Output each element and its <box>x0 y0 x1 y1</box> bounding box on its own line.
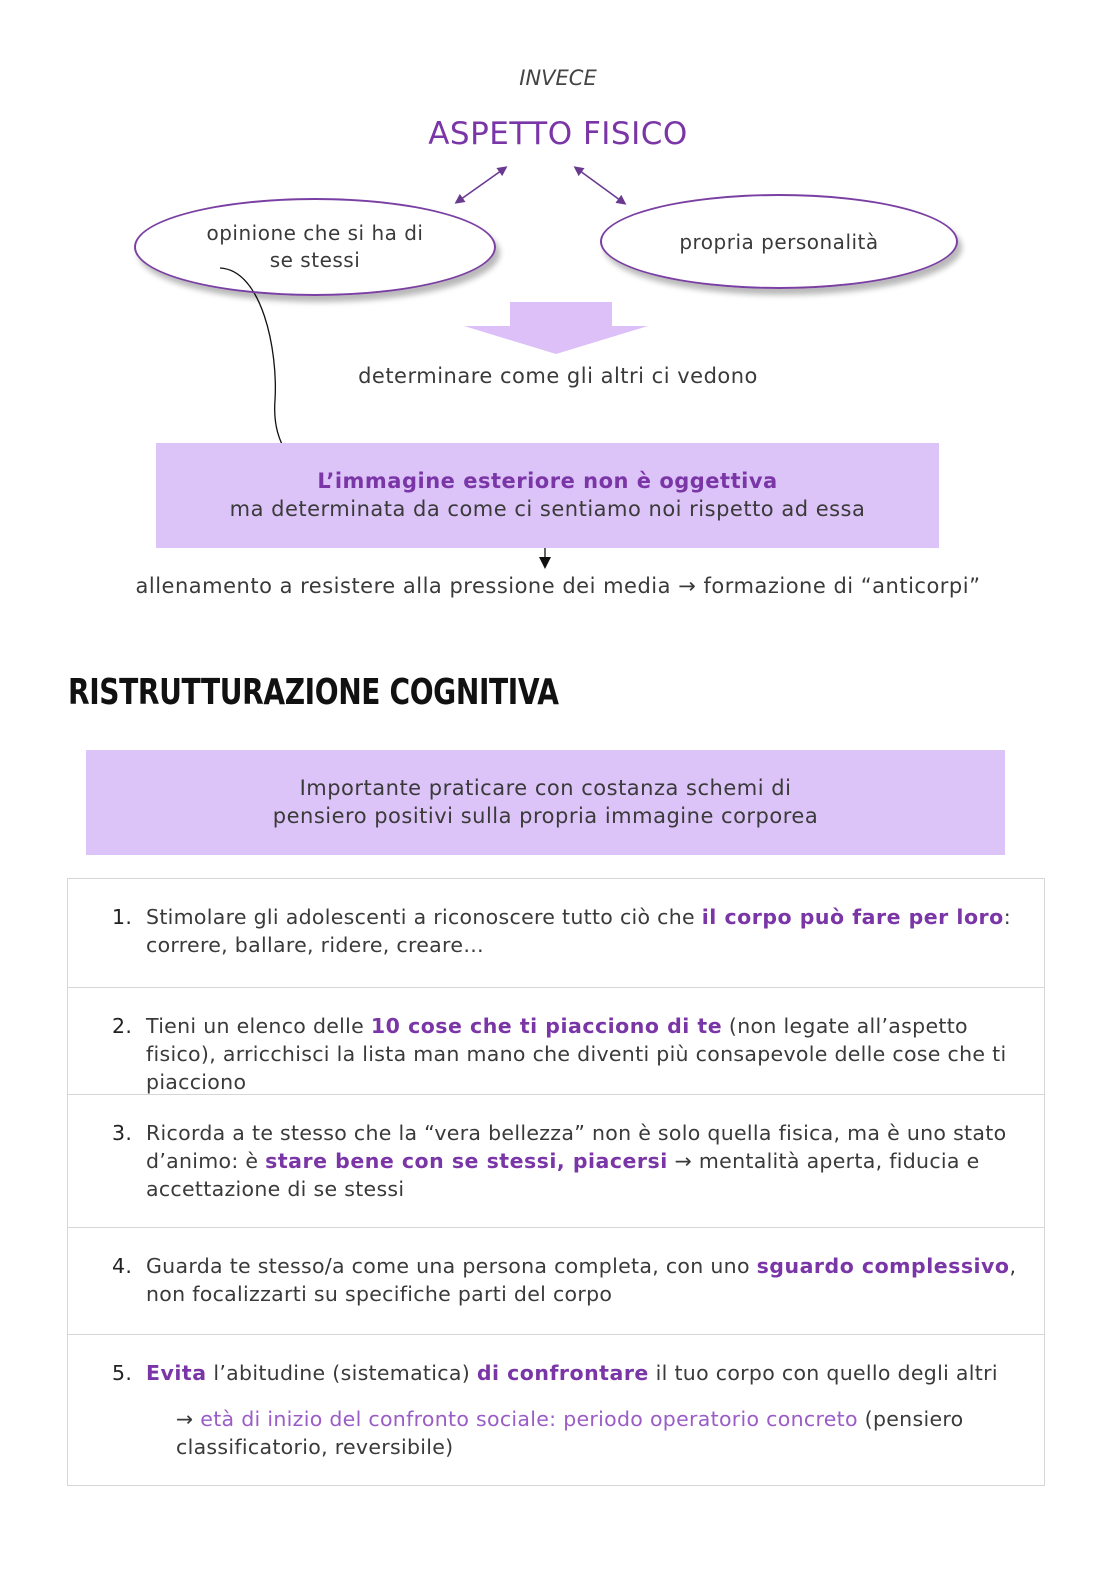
item-highlight: 10 cose che ti piacciono di te <box>370 1014 723 1038</box>
practice-text: Importante praticare con costanza schemi di pensiero positivi sulla propria immagine corporea <box>272 776 819 828</box>
list-item <box>68 1227 1044 1334</box>
arrow-to-left-oval <box>457 168 505 202</box>
item-text: , non focalizzarti su specifiche parti del corpo <box>146 1254 1017 1306</box>
item-number: 3. <box>112 1121 133 1145</box>
consequence-b: formazione di “anticorpi” <box>703 574 981 598</box>
strategy-list <box>67 878 1045 1486</box>
list-item <box>68 1334 1044 1485</box>
consequence-line <box>0 574 1116 598</box>
item-subnote <box>146 1405 1028 1461</box>
box-text: ma determinata da come ci sentiamo noi rispetto ad essa <box>229 497 866 521</box>
oval-personality-text: propria personalità <box>679 229 879 254</box>
list-item <box>68 1094 1044 1227</box>
item-text: mentalità aperta, fiducia e accettazione di se stessi <box>146 1149 980 1201</box>
result-text: determinare come gli altri ci vedono <box>358 364 758 388</box>
item-text: Stimolare gli adolescenti a riconoscere tutto ciò che <box>146 905 702 929</box>
item-text: Guarda te stesso/a come una persona completa, con uno <box>146 1254 757 1278</box>
oval-self-opinion-text: opinione che si ha di se stessi <box>206 221 424 272</box>
page-title: ASPETTO FISICO <box>428 116 688 152</box>
item-highlight: sguardo complessivo <box>756 1254 1010 1278</box>
subnote-highlight: età di inizio del confronto sociale: periodo operatorio concreto <box>200 1407 858 1431</box>
right-arrow-icon: → <box>678 574 697 598</box>
item-highlight: stare bene con se stessi, piacersi <box>265 1149 668 1173</box>
item-number: 4. <box>112 1254 133 1278</box>
item-highlight: il corpo può fare per loro <box>701 905 1004 929</box>
item-number: 2. <box>112 1014 133 1038</box>
highlight-box-image <box>156 443 939 548</box>
item-text: il tuo corpo con quello degli altri <box>648 1361 998 1385</box>
highlight-box-practice <box>86 750 1005 855</box>
item-highlight: di confrontare <box>476 1361 649 1385</box>
item-highlight: Evita <box>146 1361 207 1385</box>
item-text: : correre, ballare, ridere, creare… <box>146 905 1011 957</box>
big-down-arrow-icon <box>464 302 648 354</box>
item-text: Ricorda a te stesso che la “vera bellezza” non è solo quella fisica, ma è uno stato d’animo: è <box>146 1121 1007 1173</box>
oval-personality <box>600 194 958 289</box>
subnote-text: (pensiero classificatorio, reversibile) <box>176 1407 964 1459</box>
oval-self-opinion <box>134 198 496 296</box>
consequence-a: allenamento a resistere alla pressione dei media <box>135 574 672 598</box>
list-item <box>68 987 1044 1094</box>
arrow-to-right-oval <box>576 168 624 203</box>
list-item <box>68 879 1044 987</box>
right-arrow-icon: → <box>667 1149 699 1173</box>
item-text: l’abitudine (sistematica) <box>206 1361 477 1385</box>
item-number: 1. <box>112 905 133 929</box>
item-text: (non legate all’aspetto fisico), arricchisci la lista man mano che diventi più consapevole delle cose che ti piacciono <box>146 1014 1007 1094</box>
right-arrow-icon: → <box>176 1407 201 1431</box>
section-title: RISTRUTTURAZIONE COGNITIVA <box>68 672 559 713</box>
item-number: 5. <box>112 1361 133 1385</box>
invece-label: INVECE <box>519 66 597 90</box>
box-heading: L’immagine esteriore non è oggettiva <box>317 469 778 493</box>
item-text: Tieni un elenco delle <box>146 1014 371 1038</box>
